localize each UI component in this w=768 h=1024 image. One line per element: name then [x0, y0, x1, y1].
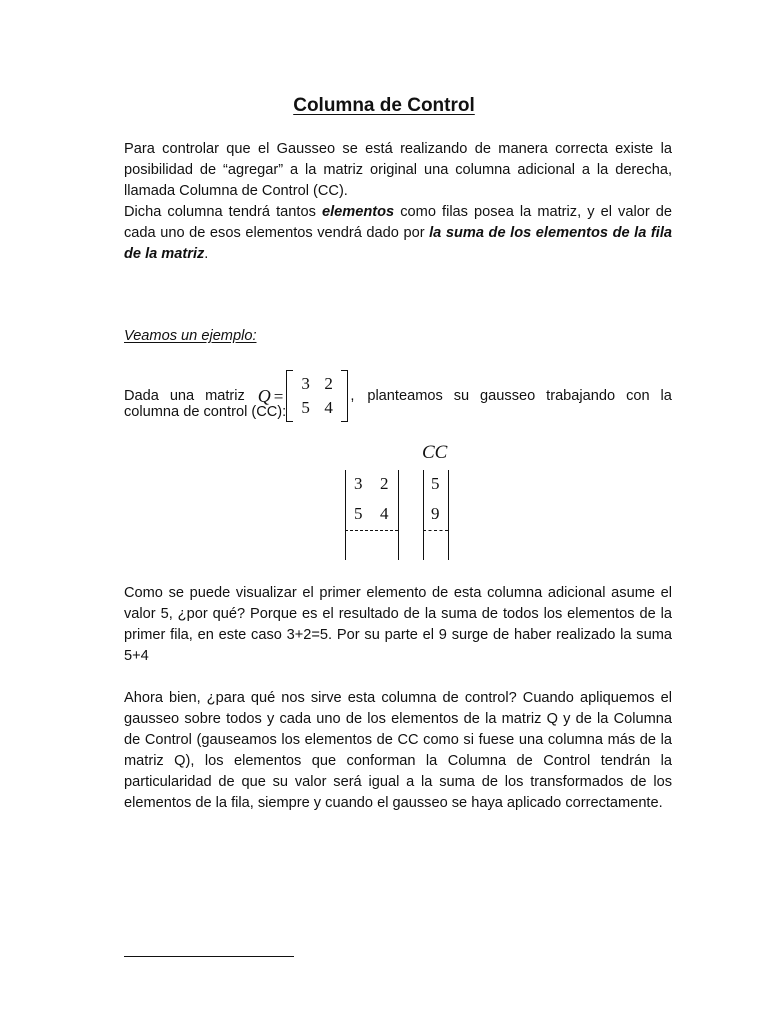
comma: , — [350, 387, 355, 404]
intro-sentence-1: Para controlar que el Gausseo se está realizando de manera correcta existe la posibilidad de “agregar” a la matriz original una columna adicional a la derecha, llamada Columna de Control (CC). — [124, 141, 672, 199]
table-divider — [398, 470, 399, 560]
matrix-cell: 2 — [324, 374, 333, 393]
gauss-matrix-cell: 4 — [380, 504, 389, 523]
emphasis-elementos: elementos — [321, 204, 395, 220]
dashed-separator — [345, 530, 398, 531]
word: matriz — [205, 387, 245, 404]
cc-label: CC — [422, 442, 448, 463]
matrix-cell: 5 — [301, 398, 310, 417]
equals-sign: = — [273, 386, 284, 406]
word: una — [169, 387, 195, 404]
table-divider — [345, 470, 346, 560]
page-title: Columna de Control — [293, 95, 475, 116]
cc-cell: 9 — [431, 504, 440, 523]
gauss-table — [340, 470, 460, 562]
table-divider — [423, 470, 424, 560]
right-bracket — [341, 370, 348, 422]
footnote-separator — [124, 956, 294, 957]
intro-paragraph — [124, 139, 672, 265]
word: trabajando — [546, 387, 616, 404]
emphasis-suma-fila: la suma de los elementos de la fila de la matriz — [124, 225, 672, 262]
gauss-matrix-cell: 5 — [354, 504, 363, 523]
intro-sentence-2c: como filas posea la matriz, y el valor de cada uno de esos elementos vendrá dado por — [124, 204, 673, 241]
word: con — [626, 387, 650, 404]
example-sentence-line-2: columna de control (CC): — [124, 404, 287, 420]
intro-sentence-2e: . — [204, 246, 209, 262]
explanation-paragraph: Como se puede visualizar el primer elemento de esta columna adicional asume el valor 5, ¿por qué? Porque es el resultado de la suma de todos los elementos de la primer fila, en este caso 3+2=5. Por su parte el 9 surge de haber realizado la suma 5+4 — [124, 585, 672, 664]
left-bracket — [286, 370, 293, 422]
matrix-cell: 4 — [324, 398, 333, 417]
gauss-matrix-cell: 2 — [380, 474, 389, 493]
table-divider — [448, 470, 449, 560]
cc-cell: 5 — [431, 474, 440, 493]
word: Dada — [124, 387, 159, 404]
purpose-paragraph: Ahora bien, ¿para qué nos sirve esta columna de control? Cuando apliquemos el gausseo sobre todos y cada uno de los elementos de la matriz Q y de la Columna de Control (gauseamos los elementos de CC como si fuese una columna más de la matriz Q), los elementos que conforman la Columna de Control tendrán la particularidad de que su valor será igual a la suma de los transformados de los elementos de la fila, siempre y cuando el gausseo se haya aplicado correctamente. — [124, 690, 672, 811]
word: gausseo — [480, 387, 536, 404]
example-heading: Veamos un ejemplo: — [124, 328, 257, 344]
word: planteamos — [367, 387, 443, 404]
matrix-q — [286, 370, 348, 422]
intro-sentence-2a: Dicha columna tendrá tantos — [124, 204, 322, 220]
dashed-separator — [423, 530, 448, 531]
matrix-variable: Q — [257, 385, 271, 406]
matrix-cell: 3 — [301, 374, 310, 393]
word: la — [660, 387, 672, 404]
gauss-matrix-cell: 3 — [354, 474, 363, 493]
word: su — [453, 387, 470, 404]
